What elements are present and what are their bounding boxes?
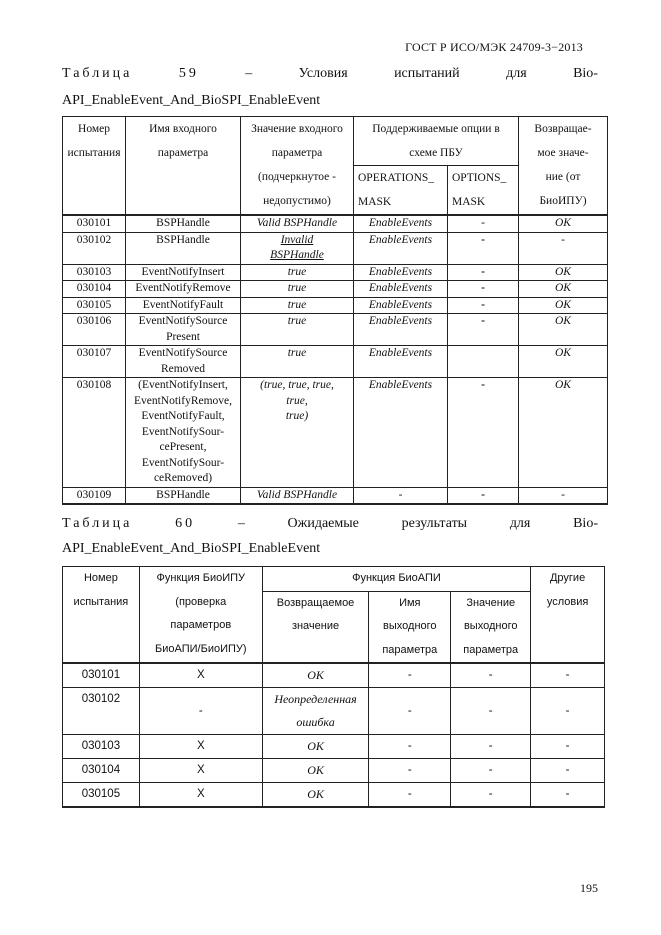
- cell-ops: EnableEvents: [354, 215, 448, 232]
- cell-ret: OK: [519, 281, 608, 298]
- table-row: [63, 735, 605, 759]
- header-spi-function: Функция БиоИПУ (проверка параметров БиоАПИ/БиоИПУ): [139, 567, 262, 664]
- cell-other: -: [531, 688, 605, 735]
- cell-ret: -: [519, 232, 608, 264]
- cell-ops: EnableEvents: [354, 232, 448, 264]
- cell-val: -: [451, 783, 531, 808]
- header-options-mask: OPTIONS_ MASK: [448, 166, 519, 216]
- cell-other: -: [531, 783, 605, 808]
- table60-caption-line2: API_EnableEvent_And_BioSPI_EnableEvent: [62, 541, 321, 556]
- header-return-value: Возвращае- мое значе- ние (от БиоИПУ): [519, 117, 608, 216]
- table-row: [63, 487, 608, 504]
- caption-word: 59: [178, 66, 199, 81]
- header-operations-mask: OPERATIONS_ MASK: [354, 166, 448, 216]
- cell-num: 030101: [63, 663, 140, 688]
- cell-val: -: [451, 759, 531, 783]
- cell-num: 030103: [63, 264, 126, 281]
- table-row: [63, 346, 608, 378]
- cell-spi: X: [139, 735, 262, 759]
- header-test-number: Номер испытания: [63, 117, 126, 216]
- cell-name: -: [369, 759, 451, 783]
- cell-param: (EventNotifyInsert, EventNotifyRemove, EventNotifyFault, EventNotifySour- cePresent, EventNotifySour- ceRemoved): [126, 378, 241, 488]
- cell-spi: X: [139, 663, 262, 688]
- cell-ops: EnableEvents: [354, 281, 448, 298]
- table-59: [62, 116, 608, 505]
- cell-other: -: [531, 663, 605, 688]
- table59-caption: [62, 66, 598, 82]
- cell-ret: OK: [519, 314, 608, 346]
- table-row: [63, 215, 608, 232]
- cell-num: 030101: [63, 215, 126, 232]
- header-return-value: Возвращаемое значение: [262, 591, 369, 663]
- header-other-conditions: Другие условия: [531, 567, 605, 664]
- caption-word: Ожидаемые: [287, 516, 359, 531]
- cell-opts: -: [448, 215, 519, 232]
- cell-value: true: [241, 314, 354, 346]
- cell-value: (true, true, true, true, true): [241, 378, 354, 488]
- cell-ret: OK: [262, 735, 369, 759]
- cell-ret: OK: [262, 663, 369, 688]
- cell-param: EventNotifyRemove: [126, 281, 241, 298]
- cell-num: 030104: [63, 281, 126, 298]
- cell-num: 030109: [63, 487, 126, 504]
- cell-num: 030105: [63, 297, 126, 314]
- cell-ret: OK: [262, 783, 369, 808]
- cell-value: true: [241, 281, 354, 298]
- table-header-row: [63, 117, 608, 166]
- cell-ret: OK: [519, 378, 608, 488]
- cell-param: EventNotifySource Removed: [126, 346, 241, 378]
- cell-val: -: [451, 735, 531, 759]
- cell-value: Valid BSPHandle: [241, 487, 354, 504]
- caption-word: Таблица: [62, 66, 133, 81]
- cell-val: -: [451, 663, 531, 688]
- cell-ret: OK: [519, 215, 608, 232]
- header-api-function: Функция БиоАПИ: [262, 567, 530, 592]
- cell-name: -: [369, 663, 451, 688]
- cell-param: EventNotifyInsert: [126, 264, 241, 281]
- cell-value: true: [241, 346, 354, 378]
- page-number: 195: [580, 881, 598, 895]
- header-supported-options: Поддерживаемые опции в схеме ПБУ: [354, 117, 519, 166]
- cell-ops: -: [354, 487, 448, 504]
- caption-word: –: [245, 66, 253, 81]
- document-id-header: ГОСТ Р ИСО/МЭК 24709-3−2013: [405, 40, 583, 54]
- cell-opts: -: [448, 314, 519, 346]
- caption-word: результаты: [401, 516, 468, 531]
- cell-opts: -: [448, 264, 519, 281]
- caption-word: испытаний: [394, 66, 460, 81]
- cell-value: true: [241, 264, 354, 281]
- cell-ops: EnableEvents: [354, 378, 448, 488]
- caption-word: 60: [175, 516, 196, 531]
- cell-num: 030102: [63, 688, 140, 735]
- cell-num: 030108: [63, 378, 126, 488]
- caption-word: для: [506, 66, 527, 81]
- table-row: [63, 759, 605, 783]
- cell-opts: -: [448, 297, 519, 314]
- cell-ops: EnableEvents: [354, 297, 448, 314]
- header-input-param-value: Значение входного параметра (подчеркнутое - недопустимо): [241, 117, 354, 216]
- table-row: [63, 297, 608, 314]
- cell-name: -: [369, 783, 451, 808]
- cell-num: 030104: [63, 759, 140, 783]
- table-header-row: [63, 567, 605, 592]
- table59-caption-line2: API_EnableEvent_And_BioSPI_EnableEvent: [62, 93, 321, 108]
- cell-spi: X: [139, 783, 262, 808]
- cell-ret: OK: [519, 264, 608, 281]
- table-row: [63, 378, 608, 488]
- cell-opts: -: [448, 281, 519, 298]
- cell-param: BSPHandle: [126, 487, 241, 504]
- cell-ops: EnableEvents: [354, 264, 448, 281]
- cell-num: 030107: [63, 346, 126, 378]
- cell-num: 030105: [63, 783, 140, 808]
- header-test-number: Номер испытания: [63, 567, 140, 664]
- cell-param: BSPHandle: [126, 232, 241, 264]
- table-row: [63, 688, 605, 735]
- cell-spi: -: [139, 688, 262, 735]
- table60-caption: [62, 516, 598, 532]
- cell-name: -: [369, 735, 451, 759]
- cell-opts: [448, 346, 519, 378]
- caption-word: Bio-: [573, 516, 598, 531]
- cell-name: -: [369, 688, 451, 735]
- cell-ret: -: [519, 487, 608, 504]
- cell-num: 030106: [63, 314, 126, 346]
- caption-word: Условия: [298, 66, 348, 81]
- table-row: [63, 663, 605, 688]
- cell-param: BSPHandle: [126, 215, 241, 232]
- cell-value: true: [241, 297, 354, 314]
- table-row: [63, 783, 605, 808]
- table-row: [63, 232, 608, 264]
- cell-other: -: [531, 759, 605, 783]
- cell-value: Invalid BSPHandle: [241, 232, 354, 264]
- table-60: [62, 566, 605, 808]
- cell-ret: OK: [519, 297, 608, 314]
- cell-val: -: [451, 688, 531, 735]
- cell-num: 030102: [63, 232, 126, 264]
- cell-ret: Неопределенная ошибка: [262, 688, 369, 735]
- caption-word: Bio-: [573, 66, 598, 81]
- cell-param: EventNotifySource Present: [126, 314, 241, 346]
- cell-num: 030103: [63, 735, 140, 759]
- header-output-param-name: Имя выходного параметра: [369, 591, 451, 663]
- table-row: [63, 281, 608, 298]
- cell-opts: -: [448, 378, 519, 488]
- cell-spi: X: [139, 759, 262, 783]
- header-output-param-value: Значение выходного параметра: [451, 591, 531, 663]
- cell-ret: OK: [262, 759, 369, 783]
- cell-ops: EnableEvents: [354, 314, 448, 346]
- table-row: [63, 314, 608, 346]
- cell-opts: -: [448, 232, 519, 264]
- cell-opts: -: [448, 487, 519, 504]
- caption-word: для: [509, 516, 531, 531]
- cell-param: EventNotifyFault: [126, 297, 241, 314]
- cell-ops: EnableEvents: [354, 346, 448, 378]
- cell-value: Valid BSPHandle: [241, 215, 354, 232]
- caption-word: –: [237, 516, 245, 531]
- cell-ret: OK: [519, 346, 608, 378]
- caption-word: Таблица: [62, 516, 133, 531]
- cell-other: -: [531, 735, 605, 759]
- header-input-param-name: Имя входного параметра: [126, 117, 241, 216]
- table-row: [63, 264, 608, 281]
